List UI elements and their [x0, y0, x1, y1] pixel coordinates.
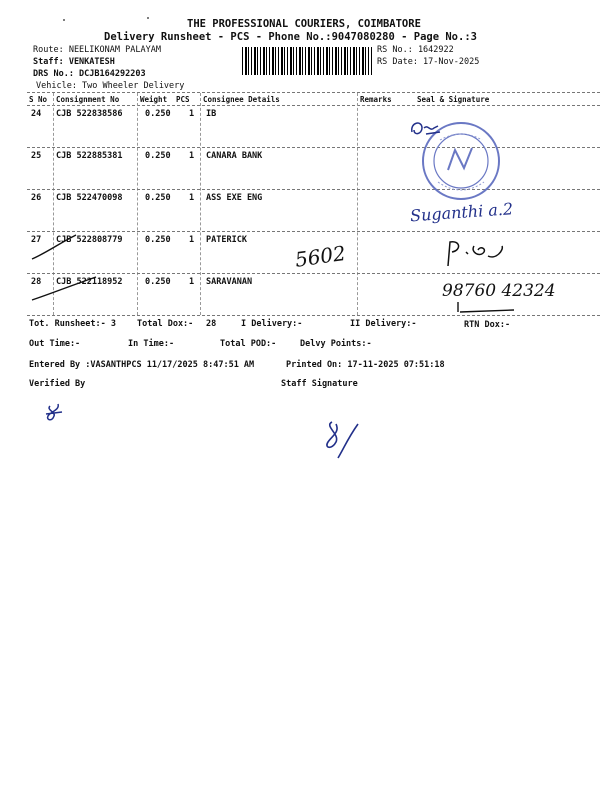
row-consignee: IB [206, 109, 217, 119]
printed-on: Printed On: 17-11-2025 07:51:18 [286, 360, 445, 370]
signature-text: Suganthi a.2 [409, 199, 514, 226]
col-remarks: Remarks [360, 95, 392, 104]
tick-mark-row-27 [30, 233, 80, 263]
column-divider [137, 93, 138, 315]
delvy-points: Delvy Points:- [300, 339, 372, 349]
entered-by: Entered By :VASANTHPCS 11/17/2025 8:47:51 AM [29, 360, 255, 370]
signature-row-28 [440, 272, 575, 314]
row-consignee: CANARA BANK [206, 151, 263, 161]
staff-signature-initials [318, 418, 362, 462]
total-dox-label: Total Dox:- [137, 319, 194, 329]
row-sno: 28 [31, 277, 42, 287]
runsheet-subtitle: Delivery Runsheet - PCS - Phone No.:9047080280 - Page No.:3 [104, 31, 477, 43]
row-pcs: 1 [189, 151, 195, 161]
tick-mark-row-28 [30, 274, 100, 304]
total-pod: Total POD:- [220, 339, 277, 349]
signature-row-26 [408, 192, 518, 232]
row-weight: 0.250 [145, 193, 171, 203]
verified-by-initials [42, 400, 68, 426]
row-weight: 0.250 [145, 277, 171, 287]
row-separator [27, 147, 600, 148]
row-consignee: ASS EXE ENG [206, 193, 263, 203]
table-top-rule [27, 92, 600, 93]
row-sno: 27 [31, 235, 42, 245]
ii-delivery: II Delivery:- [350, 319, 417, 329]
out-time: Out Time:- [29, 339, 81, 349]
barcode [242, 47, 372, 75]
row-separator [27, 189, 600, 190]
remark-text: 5602 [293, 240, 348, 272]
column-divider [357, 93, 358, 315]
remark-handwriting-row-27 [293, 237, 359, 271]
col-consignee: Consignee Details [203, 95, 280, 104]
row-sno: 24 [31, 109, 42, 119]
row-weight: 0.250 [145, 151, 171, 161]
route-label: Route: NEELIKONAM PALAYAM [33, 45, 161, 55]
col-consignment: Consignment No [56, 95, 120, 104]
in-time: In Time:- [128, 339, 175, 349]
row-weight: 0.250 [145, 235, 171, 245]
col-sno: S No [29, 95, 48, 104]
table-header-rule [27, 105, 600, 106]
row-consignment-no: CJB 522808779 [56, 235, 123, 245]
signature-phone-text: 98760 42324 [442, 281, 556, 301]
signature-row-27 [440, 238, 510, 272]
column-divider [200, 93, 201, 315]
vehicle-label: Vehicle: Two Wheeler Delivery [36, 81, 185, 91]
scan-speck [63, 19, 65, 21]
row-sno: 25 [31, 151, 42, 161]
company-title: THE PROFESSIONAL COURIERS, COIMBATORE [187, 18, 421, 30]
tot-runsheet: Tot. Runsheet:- 3 [29, 319, 116, 329]
rs-date: RS Date: 17-Nov-2025 [377, 57, 480, 67]
verified-by: Verified By [29, 379, 86, 389]
col-pcs: PCS [176, 95, 190, 104]
row-pcs: 1 [189, 235, 195, 245]
row-sno: 26 [31, 193, 42, 203]
row-consignment-no: CJB 522470098 [56, 193, 123, 203]
i-delivery: I Delivery:- [241, 319, 303, 329]
total-dox-value: 28 [206, 319, 217, 329]
table-bottom-rule [27, 315, 600, 316]
col-seal-signature: Seal & Signature [417, 95, 490, 104]
row-consignment-no: CJB 522838586 [56, 109, 123, 119]
drs-number: DRS No.: DCJB164292203 [33, 69, 146, 79]
col-weight: Weight [140, 95, 168, 104]
scan-speck [147, 17, 149, 19]
staff-label: Staff: VENKATESH [33, 57, 115, 67]
rtn-dox: RTN Dox:- [464, 320, 511, 330]
staff-signature-label: Staff Signature [281, 379, 358, 389]
row-pcs: 1 [189, 193, 195, 203]
row-consignment-no: CJB 522885381 [56, 151, 123, 161]
row-weight: 0.250 [145, 109, 171, 119]
row-pcs: 1 [189, 109, 195, 119]
rs-number: RS No.: 1642922 [377, 45, 454, 55]
signature-row-24 [408, 118, 444, 142]
row-consignee: SARAVANAN [206, 277, 253, 287]
row-consignment-no: CJB 522118952 [56, 277, 123, 287]
row-pcs: 1 [189, 277, 195, 287]
row-consignee: PATERICK [206, 235, 247, 245]
